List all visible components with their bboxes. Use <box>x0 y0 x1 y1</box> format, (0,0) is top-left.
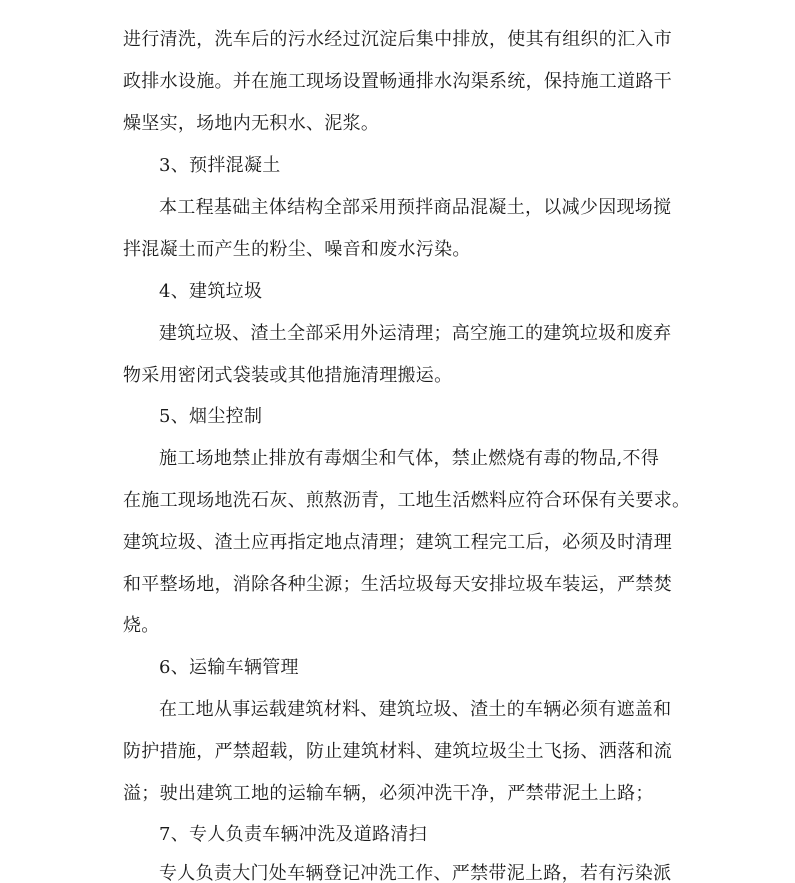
paragraph-line: 燥坚实，场地内无积水、泥浆。 <box>123 113 380 134</box>
paragraph-line: 在施工现场地洗石灰、煎熬沥青，工地生活燃料应符合环保有关要求。 <box>123 490 691 511</box>
paragraph-line: 物采用密闭式袋装或其他措施清理搬运。 <box>123 365 453 386</box>
paragraph-line: 烧。 <box>123 615 160 636</box>
paragraph-line: 建筑垃圾、渣土应再指定地点清理；建筑工程完工后，必须及时清理 <box>123 532 672 553</box>
paragraph-line: 进行清洗，洗车后的污水经过沉淀后集中排放，使其有组织的汇入市 <box>123 29 672 50</box>
paragraph-line: 在工地从事运载建筑材料、建筑垃圾、渣土的车辆必须有遮盖和 <box>159 699 672 720</box>
paragraph-line: 建筑垃圾、渣土全部采用外运清理；高空施工的建筑垃圾和废弃 <box>159 323 672 344</box>
paragraph-line: 和平整场地，消除各种尘源；生活垃圾每天安排垃圾车装运，严禁焚 <box>123 574 672 595</box>
paragraph-line: 专人负责大门处车辆登记冲洗工作、严禁带泥上路，若有污染派 <box>159 863 672 883</box>
paragraph-line: 政排水设施。并在施工现场设置畅通排水沟渠系统，保持施工道路干 <box>123 71 672 92</box>
section-heading-5: 5、烟尘控制 <box>159 406 263 427</box>
section-heading-6: 6、运输车辆管理 <box>159 657 299 678</box>
paragraph-line: 溢；驶出建筑工地的运输车辆，必须冲洗干净，严禁带泥土上路； <box>123 783 654 804</box>
section-heading-3: 3、预拌混凝土 <box>159 155 281 176</box>
paragraph-line: 施工场地禁止排放有毒烟尘和气体，禁止燃烧有毒的物品,不得 <box>159 448 660 469</box>
paragraph-line: 拌混凝土而产生的粉尘、噪音和废水污染。 <box>123 239 471 260</box>
paragraph-line: 防护措施，严禁超载，防止建筑材料、建筑垃圾尘土飞扬、洒落和流 <box>123 741 672 762</box>
section-heading-4: 4、建筑垃圾 <box>159 281 263 302</box>
paragraph-line: 本工程基础主体结构全部采用预拌商品混凝土，以减少因现场搅 <box>159 197 672 218</box>
section-heading-7: 7、专人负责车辆冲洗及道路清扫 <box>159 824 427 845</box>
